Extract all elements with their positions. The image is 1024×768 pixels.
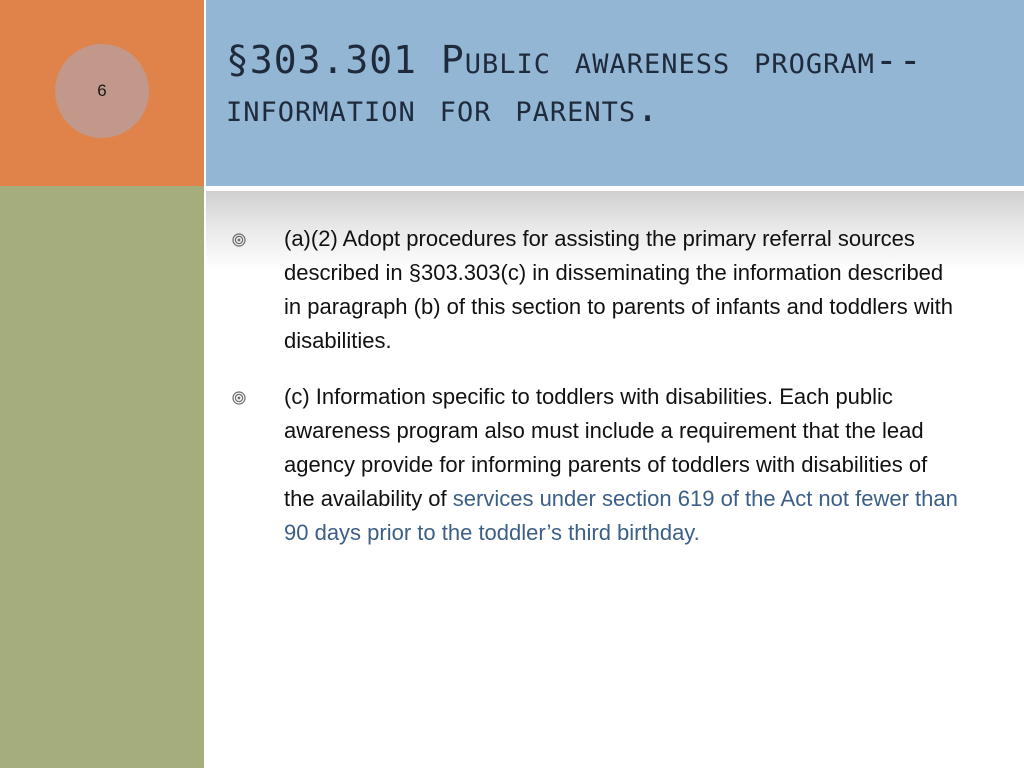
bullet-text: (a)(2) Adopt procedures for assisting the primary referral sources described in §303.303(c) in disseminating the information described in paragraph (b) of this section to parents of infants and toddlers with disabilities.	[284, 226, 953, 353]
sidebar-divider	[204, 0, 206, 768]
concentric-circle-bullet-icon	[232, 391, 246, 405]
bullet-item	[232, 222, 962, 358]
slide-number: 6	[97, 81, 107, 100]
slide-title: §303.301 Public awareness program--information for parents.	[226, 38, 923, 130]
bullet-highlight-text: services under section 619 of the Act not fewer than 90 days prior to the toddler’s third birthday.	[284, 486, 958, 545]
slide-number-badge	[55, 44, 149, 138]
bullet-item	[232, 380, 962, 550]
bullet-text: (c) Information specific to toddlers with disabilities. Each public awareness program also must include a requirement that the lead agency provide for informing parents of toddlers with disabilities of the availability of	[284, 384, 928, 511]
slide-body	[232, 222, 962, 572]
left-sidebar	[0, 186, 204, 768]
concentric-circle-bullet-icon	[232, 233, 246, 247]
